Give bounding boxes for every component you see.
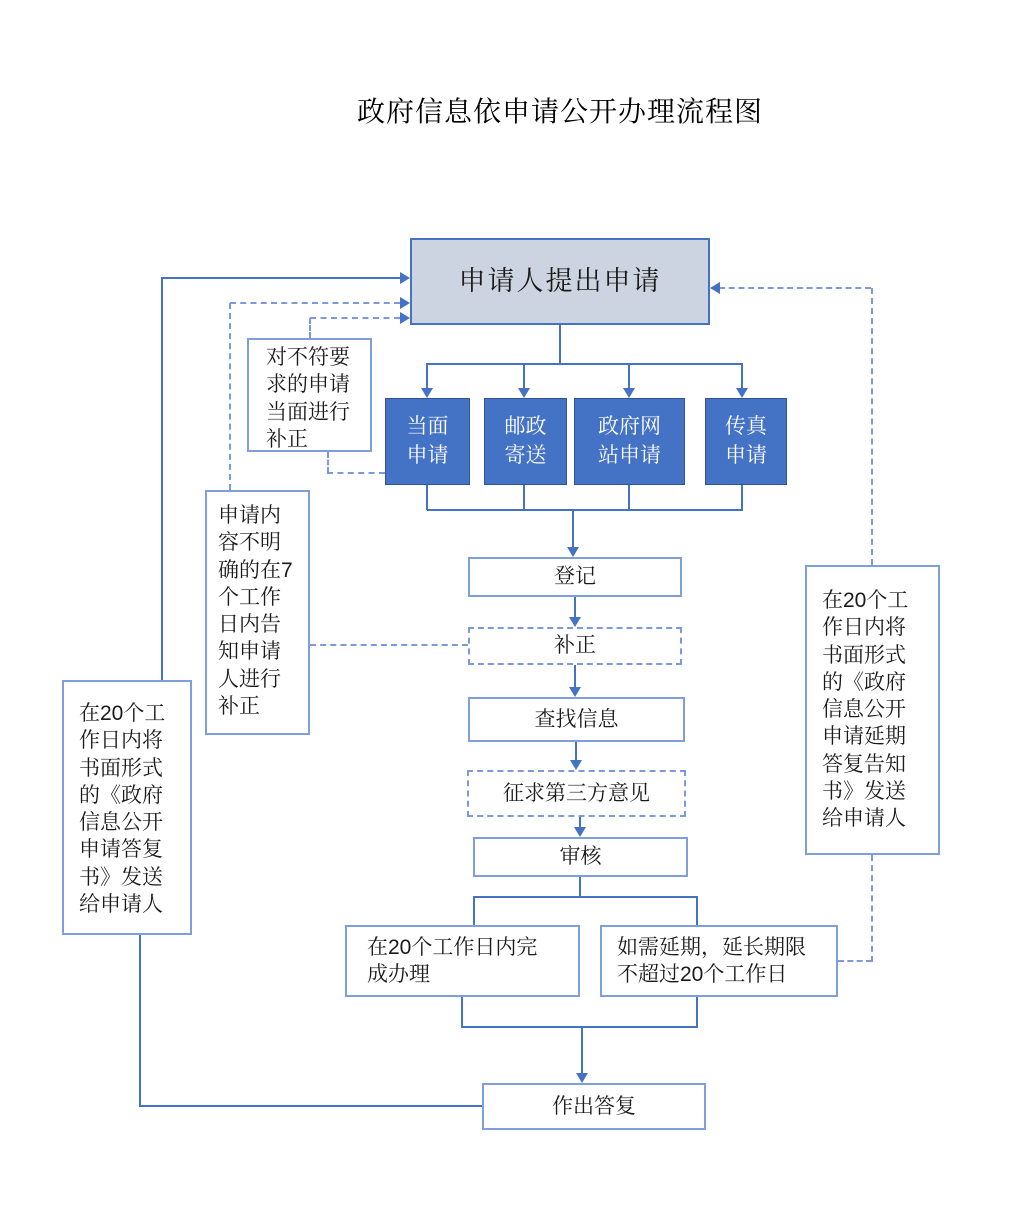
connector-clarify-to-supplement <box>310 644 468 646</box>
node-channel-in-person: 当面申请 <box>385 398 470 485</box>
connector-extension-down <box>696 997 698 1028</box>
node-channel-gov-website: 政府网站申请 <box>574 398 685 485</box>
connector-channel-merge <box>427 509 743 511</box>
connector-outcome-merge <box>462 1026 698 1028</box>
connector-register-supplement <box>574 597 576 619</box>
node-make-reply: 作出答复 <box>482 1083 706 1130</box>
page-title: 政府信息依申请公开办理流程图 <box>356 96 763 127</box>
connector-search-thirdparty <box>575 742 577 762</box>
connector-merge-to-register <box>572 509 574 549</box>
connector-to-channel-1 <box>426 363 428 390</box>
node-extension: 如需延期，延长期限不超过20个工作日 <box>600 925 838 997</box>
connector-right-up-upper <box>871 288 873 565</box>
node-third-party-opinion: 征求第三方意见 <box>467 770 686 817</box>
connector-to-extension <box>696 896 698 925</box>
node-complete-in-20-days: 在20个工作日内完成办理 <box>345 925 580 997</box>
arrow-down-channel-3-icon <box>623 388 635 398</box>
connector-complete-down <box>461 997 463 1028</box>
connector-onsite-up <box>309 318 311 338</box>
connector-outcome-split <box>474 896 698 898</box>
note-onsite-correction: 对不符要求的申请当面进行补正 <box>247 338 372 452</box>
arrow-down-review-icon <box>574 827 586 837</box>
arrow-right-start-3-icon <box>400 312 410 324</box>
node-review: 审核 <box>473 837 688 877</box>
note-extension-letter: 在20个工作日内将书面形式的《政府信息公开申请延期答复告知书》发送给申请人 <box>805 565 940 855</box>
node-applicant-submit: 申请人提出申请 <box>410 238 710 325</box>
connector-left-to-start <box>162 277 402 279</box>
node-channel-fax: 传真申请 <box>705 398 787 485</box>
arrow-down-supplement-icon <box>569 617 581 627</box>
connector-right-to-start <box>719 287 871 289</box>
arrow-down-thirdparty-icon <box>570 760 582 770</box>
connector-right-up-lower <box>871 855 873 962</box>
connector-review-down <box>579 877 581 897</box>
note-reply-letter: 在20个工作日内将书面形式的《政府信息公开申请答复书》发送给申请人 <box>62 680 192 935</box>
arrow-right-start-2-icon <box>400 297 410 309</box>
connector-to-complete <box>473 896 475 925</box>
arrow-down-reply-icon <box>576 1073 588 1083</box>
node-register: 登记 <box>468 557 682 597</box>
arrow-down-search-icon <box>569 687 581 697</box>
connector-onsite-to-start <box>310 317 400 319</box>
arrow-left-start-icon <box>710 282 720 294</box>
connector-channel-1-down <box>426 485 428 510</box>
connector-to-channel-2 <box>523 363 525 390</box>
connector-channel-2-down <box>523 485 525 510</box>
connector-start-trunk <box>559 325 561 364</box>
connector-left-up-upper <box>161 277 163 680</box>
node-search-info: 查找信息 <box>468 697 685 742</box>
arrow-down-channel-1-icon <box>421 388 433 398</box>
connector-supplement-search <box>574 665 576 689</box>
connector-channel-split <box>427 363 743 365</box>
connector-clarify-to-start <box>230 302 400 304</box>
connector-merge-to-reply <box>581 1026 583 1074</box>
node-supplement: 补正 <box>468 627 682 665</box>
connector-left-up-lower <box>139 935 141 1107</box>
arrow-down-channel-4-icon <box>736 388 748 398</box>
note-clarify-in-7-days: 申请内容不明确的在7个工作日内告知申请人进行补正 <box>205 490 310 735</box>
connector-channel-3-down <box>628 485 630 510</box>
node-channel-postal: 邮政寄送 <box>484 398 567 485</box>
connector-clarify-up <box>229 303 231 490</box>
connector-channel-4-down <box>741 485 743 510</box>
connector-to-channel-3 <box>628 363 630 390</box>
connector-reply-left <box>140 1105 482 1107</box>
connector-extension-right <box>838 960 872 962</box>
connector-onsite-to-channel <box>327 472 385 474</box>
arrow-down-register-icon <box>567 547 579 557</box>
connector-onsite-down <box>327 452 329 473</box>
arrow-down-channel-2-icon <box>518 388 530 398</box>
connector-to-channel-4 <box>741 363 743 390</box>
arrow-right-start-1-icon <box>400 272 410 284</box>
